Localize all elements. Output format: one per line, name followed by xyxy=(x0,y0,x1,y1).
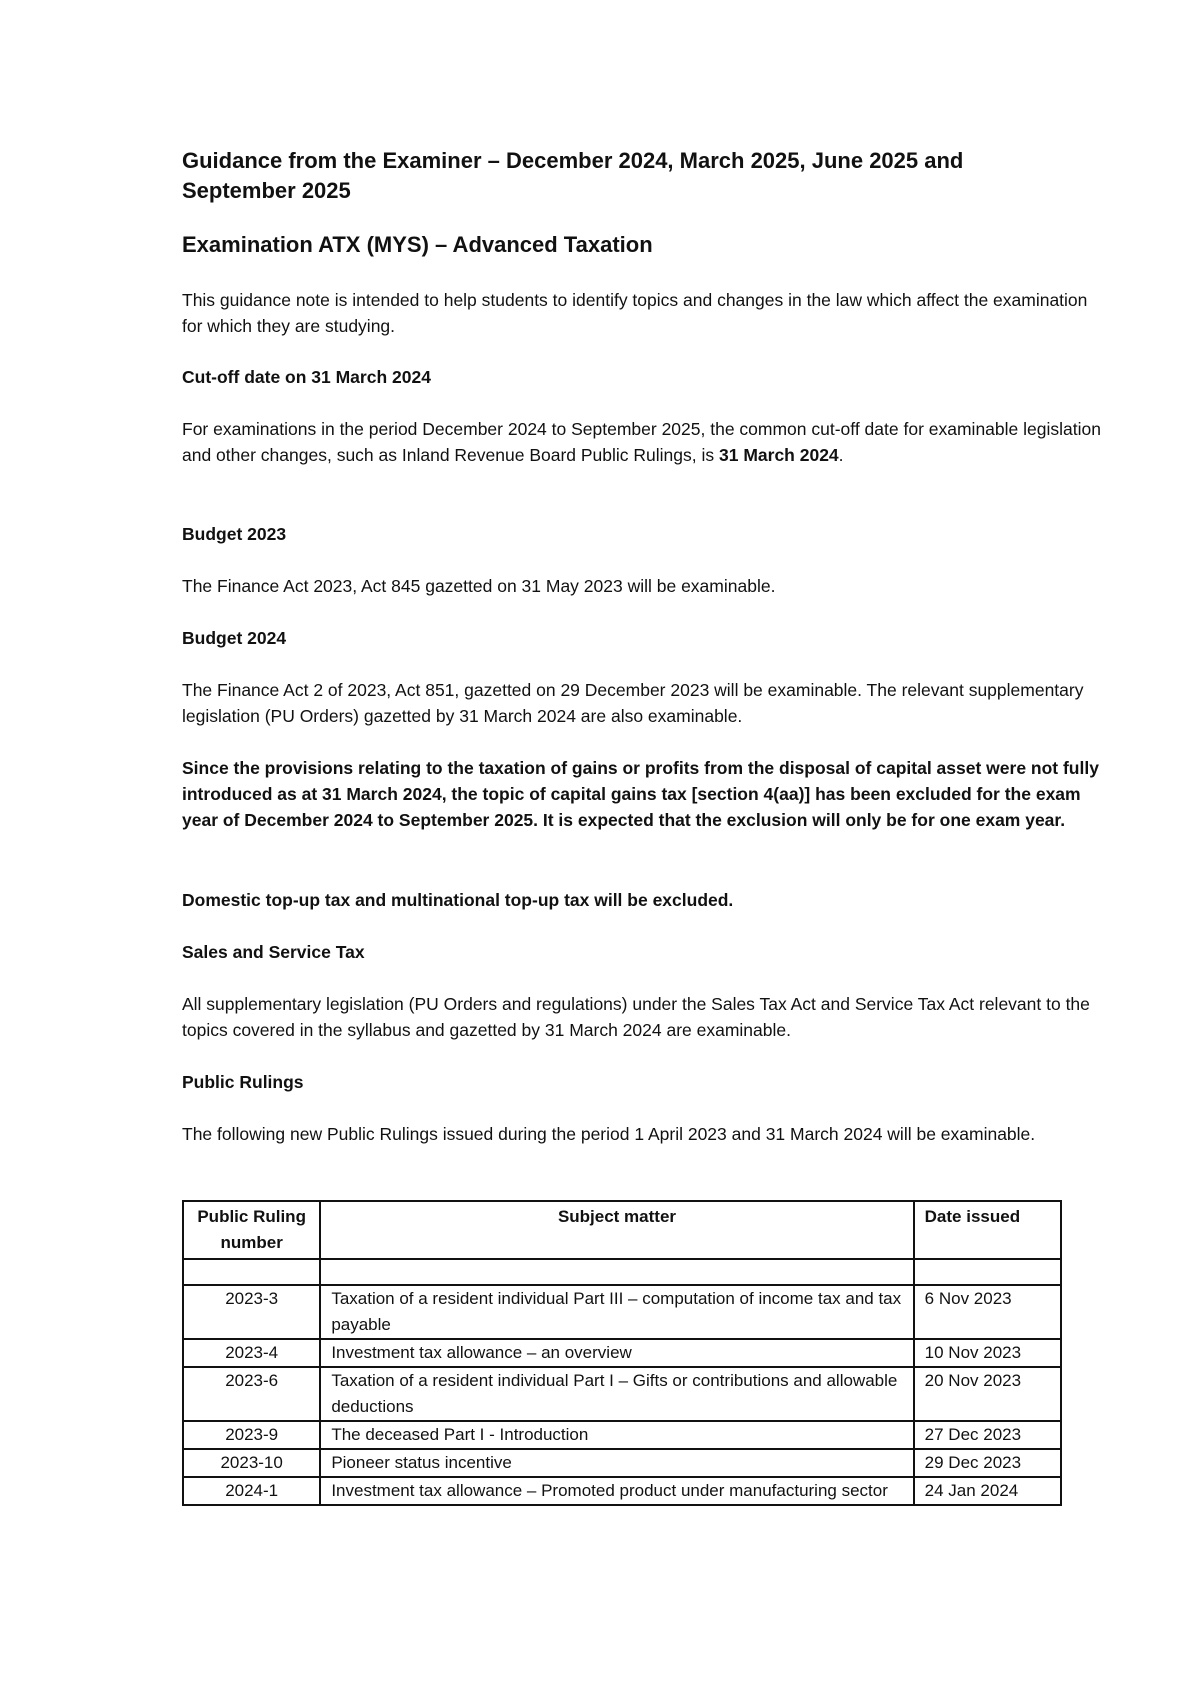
ruling-number: 2023-4 xyxy=(183,1339,320,1367)
public-rulings-heading: Public Rulings xyxy=(182,1072,304,1092)
ruling-subject: The deceased Part I - Introduction xyxy=(320,1421,913,1449)
ruling-subject: Investment tax allowance – an overview xyxy=(320,1339,913,1367)
table-row xyxy=(183,1477,1061,1505)
public-rulings-paragraph: The following new Public Rulings issued during the period 1 April 2023 and 31 March 2024 will be examinable. xyxy=(182,1124,1036,1144)
document-title: Guidance from the Examiner – December 2024, March 2025, June 2025 and September 2025 xyxy=(182,148,964,203)
header-subject-matter: Subject matter xyxy=(320,1201,913,1259)
table-row xyxy=(183,1421,1061,1449)
intro-paragraph: This guidance note is intended to help students to identify topics and changes in the law which affect the examination for which they are studying. xyxy=(182,290,1088,336)
ruling-date: 29 Dec 2023 xyxy=(914,1449,1061,1477)
document-subtitle: Examination ATX (MYS) – Advanced Taxation xyxy=(182,232,653,257)
header-date-issued: Date issued xyxy=(914,1201,1061,1259)
sst-paragraph: All supplementary legislation (PU Orders and regulations) under the Sales Tax Act and Service Tax Act relevant to the topics covered in the syllabus and gazetted by 31 March 2024 are examinable. xyxy=(182,994,1090,1040)
ruling-subject: Taxation of a resident individual Part I – Gifts or contributions and allowable deductions xyxy=(320,1367,913,1421)
public-rulings-table xyxy=(182,1200,1062,1506)
ruling-subject: Investment tax allowance – Promoted product under manufacturing sector xyxy=(320,1477,913,1505)
ruling-number: 2023-3 xyxy=(183,1285,320,1339)
ruling-subject: Taxation of a resident individual Part III – computation of income tax and tax payable xyxy=(320,1285,913,1339)
ruling-date: 27 Dec 2023 xyxy=(914,1421,1061,1449)
header-ruling-number: Public Ruling number xyxy=(183,1201,320,1259)
ruling-date: 24 Jan 2024 xyxy=(914,1477,1061,1505)
ruling-subject: Pioneer status incentive xyxy=(320,1449,913,1477)
cutoff-paragraph xyxy=(182,416,1102,468)
table-header-row xyxy=(183,1201,1061,1259)
cutoff-heading: Cut-off date on 31 March 2024 xyxy=(182,367,431,387)
table-row xyxy=(183,1285,1061,1339)
ruling-number: 2023-6 xyxy=(183,1367,320,1421)
ruling-number: 2023-10 xyxy=(183,1449,320,1477)
top-up-tax-exclusion-note: Domestic top-up tax and multinational top-up tax will be excluded. xyxy=(182,890,734,910)
table-spacer-row xyxy=(183,1259,1061,1285)
ruling-number: 2024-1 xyxy=(183,1477,320,1505)
sst-heading: Sales and Service Tax xyxy=(182,942,365,962)
budget-2024-paragraph: The Finance Act 2 of 2023, Act 851, gazetted on 29 December 2023 will be examinable. The relevant supplementary legislation (PU Orders) gazetted by 31 March 2024 are also examinable. xyxy=(182,680,1084,726)
ruling-number: 2023-9 xyxy=(183,1421,320,1449)
capital-gains-exclusion-note: Since the provisions relating to the taxation of gains or profits from the disposal of capital asset were not fully introduced as at 31 March 2024, the topic of capital gains tax [section 4(aa)] has been excluded for the exam year of December 2024 to September 2025. It is expected that the exclusion will only be for one exam year. xyxy=(182,758,1099,830)
cutoff-date-bold: 31 March 2024 xyxy=(719,445,839,465)
budget-2023-paragraph: The Finance Act 2023, Act 845 gazetted on 31 May 2023 will be examinable. xyxy=(182,576,776,596)
budget-2023-heading: Budget 2023 xyxy=(182,524,287,544)
ruling-date: 20 Nov 2023 xyxy=(914,1367,1061,1421)
budget-2024-heading: Budget 2024 xyxy=(182,628,287,648)
cutoff-text: For examinations in the period December 2024 to September 2025, the common cut-off date for examinable legislation and other changes, such as Inland Revenue Board Public Rulings, is xyxy=(182,419,1101,465)
table-row xyxy=(183,1339,1061,1367)
ruling-date: 10 Nov 2023 xyxy=(914,1339,1061,1367)
cutoff-text-end: . xyxy=(838,445,844,465)
ruling-date: 6 Nov 2023 xyxy=(914,1285,1061,1339)
table-row xyxy=(183,1367,1061,1421)
table-row xyxy=(183,1449,1061,1477)
